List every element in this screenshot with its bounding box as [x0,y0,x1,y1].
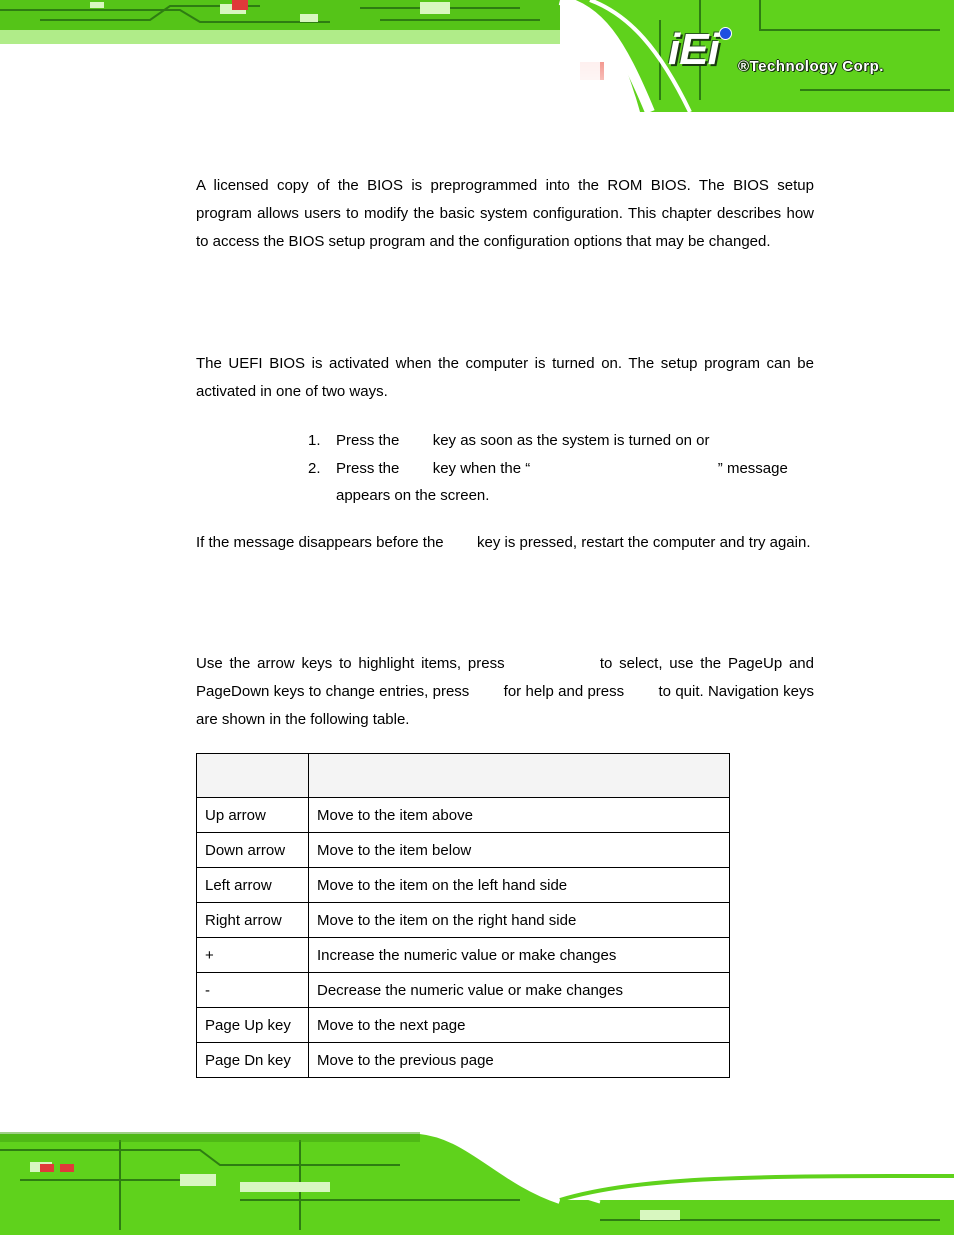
logo-mark: iEi [668,25,719,74]
key-cell: Page Up key [197,1008,309,1043]
starting-paragraph [196,350,814,406]
function-cell: Move to the previous page [309,1043,730,1078]
using-text: Use the arrow keys to highlight items, press to select, use the PageUp and PageDown keys to change entries, press for help and press to quit. Navigation keys are shown in the following table. [196,655,819,728]
table-row [197,833,730,868]
list-text: Press the key when the “ ” message appears on the screen. [336,460,792,504]
table-row [197,1008,730,1043]
navigation-keys-table [196,753,730,1078]
retry-note-text: If the message disappears before the key is pressed, restart the computer and try again. [196,534,811,551]
key-cell: + [197,938,309,973]
table-row [197,1043,730,1078]
pcb-footer-graphic [0,1110,954,1235]
using-paragraph [196,650,819,734]
key-cell: Left arrow [197,868,309,903]
function-cell: Increase the numeric value or make changes [309,938,730,973]
function-cell: Move to the item on the left hand side [309,868,730,903]
footer-banner [0,1110,954,1235]
key-cell: Up arrow [197,798,309,833]
function-cell: Decrease the numeric value or make changes [309,973,730,1008]
company-logo [668,26,948,82]
intro-text: A licensed copy of the BIOS is preprogrammed into the ROM BIOS. The BIOS setup program allows users to modify the basic system configuration. This chapter describes how to access the BIOS setup program and the configuration options that may be changed. [196,177,814,250]
logo-dot [719,27,732,40]
logo-text: ®Technology Corp. [738,58,884,75]
intro-paragraph [196,172,814,256]
table-header-key [197,754,309,798]
table-row [197,798,730,833]
table-header-function [309,754,730,798]
header-banner [0,0,954,112]
key-cell: Page Dn key [197,1043,309,1078]
key-cell: Right arrow [197,903,309,938]
table-row [197,938,730,973]
retry-note-paragraph [196,529,814,557]
starting-text: The UEFI BIOS is activated when the computer is turned on. The setup program can be activated in one of two ways. [196,355,814,400]
list-text: Press the key as soon as the system is turned on or [336,432,710,449]
key-cell: - [197,973,309,1008]
table-row [197,868,730,903]
list-number: 2. [308,460,321,477]
function-cell: Move to the item above [309,798,730,833]
table-header-row [197,754,730,798]
function-cell: Move to the next page [309,1008,730,1043]
function-cell: Move to the item below [309,833,730,868]
table-row [197,973,730,1008]
list-number: 1. [308,432,321,449]
table-row [197,903,730,938]
function-cell: Move to the item on the right hand side [309,903,730,938]
key-cell: Down arrow [197,833,309,868]
